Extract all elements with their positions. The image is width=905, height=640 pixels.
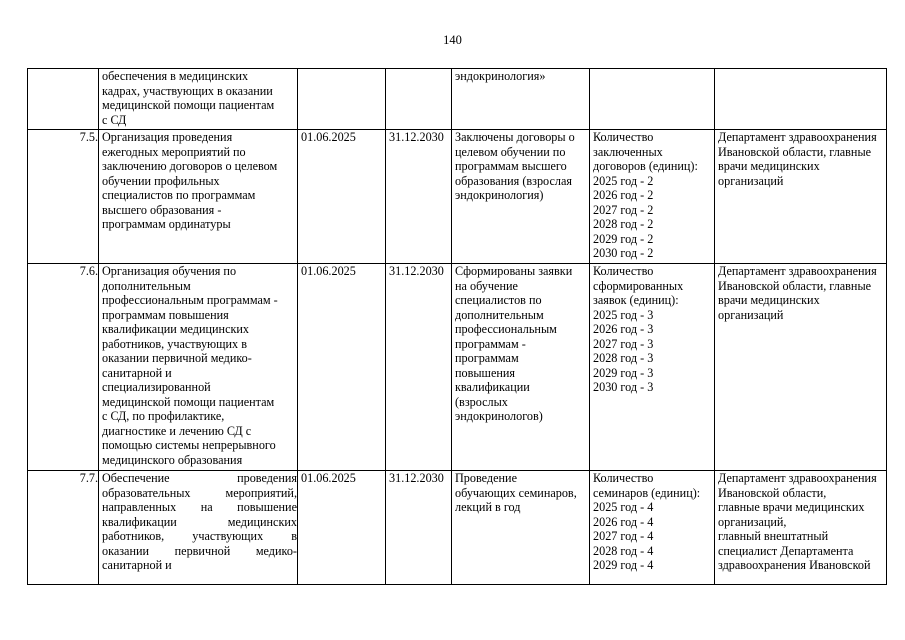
start-date: 01.06.2025 (298, 471, 386, 585)
indicator-line: сформированных (593, 278, 684, 293)
indicator-line: Количество (593, 471, 654, 485)
indicator-line: 2029 год - 3 (593, 365, 654, 380)
activity-line: специалистов по программам (102, 188, 256, 202)
result-line: эндокринология) (455, 188, 544, 202)
responsible-cell (715, 471, 887, 585)
result-line: эндокринология» (455, 69, 546, 83)
activity-line: ежегодных мероприятий по (102, 144, 246, 159)
activity-line: обеспечения в медицинских (102, 69, 249, 83)
result-cell (452, 471, 590, 585)
activity-line: санитарной и (102, 558, 172, 572)
indicator-line: семинаров (единиц): (593, 485, 701, 500)
result-line: лекций в год (455, 500, 521, 514)
responsible-line: главные врачи медицинских (718, 500, 865, 514)
responsible-line: Ивановской области, главные (718, 278, 872, 293)
start-date (298, 69, 386, 130)
item-number: 7.6. (28, 264, 99, 471)
end-date: 31.12.2030 (386, 471, 452, 585)
item-number: 7.5. (28, 130, 99, 264)
table-row (28, 264, 887, 471)
indicator-line: 2028 год - 4 (593, 543, 654, 558)
indicator-line: 2025 год - 2 (593, 173, 654, 188)
responsible-line: организаций (718, 307, 784, 322)
table-row (28, 130, 887, 264)
activity-line: профессиональным программам - (102, 293, 278, 307)
activity-line: направленных на повышение (102, 500, 297, 514)
result-line: повышения (455, 365, 516, 380)
activity-line: оказании первичной медико- (102, 543, 297, 558)
result-line: Сформированы заявки (455, 264, 573, 278)
end-date: 31.12.2030 (386, 130, 452, 264)
responsible-line: здравоохранения Ивановской (718, 558, 871, 572)
responsible-line: врачи медицинских (718, 159, 820, 173)
result-line: квалификации (455, 380, 530, 394)
start-date: 01.06.2025 (298, 130, 386, 264)
indicator-line: 2030 год - 2 (593, 246, 654, 260)
responsible-line: Ивановской области, (718, 485, 827, 500)
activity-line: высшего образования - (102, 202, 222, 217)
indicator-cell (590, 69, 715, 130)
result-line: на обучение (455, 278, 518, 293)
responsible-cell (715, 264, 887, 471)
activity-cell (99, 471, 298, 585)
activity-line: с СД (102, 112, 127, 127)
activity-line: кадрах, участвующих в оказании (102, 83, 273, 98)
indicator-line: 2025 год - 3 (593, 307, 654, 322)
activity-line: диагностике и лечению СД с (102, 423, 252, 438)
result-line: программам - (455, 336, 526, 351)
responsible-line: Департамент здравоохранения (718, 471, 877, 485)
activity-line: квалификации медицинских (102, 514, 297, 529)
indicator-cell (590, 264, 715, 471)
item-number: 7.7. (28, 471, 99, 585)
activity-cell (99, 69, 298, 130)
activity-line: медицинской помощи пациентам (102, 98, 275, 112)
activity-line: работников, участвующих в (102, 529, 297, 543)
result-line: профессиональным (455, 322, 557, 336)
indicator-line: 2027 год - 4 (593, 529, 654, 543)
activity-line: с СД, по профилактике, (102, 409, 225, 423)
activity-line: образовательных мероприятий, (102, 485, 297, 500)
indicator-line: 2029 год - 2 (593, 231, 654, 246)
responsible-line: Ивановской области, главные (718, 144, 872, 159)
result-line: дополнительным (455, 307, 544, 322)
end-date (386, 69, 452, 130)
indicator-line: 2029 год - 4 (593, 558, 654, 572)
result-line: целевом обучении по (455, 144, 566, 159)
page-number: 140 (443, 33, 462, 47)
activity-line: Обеспечение проведения (102, 471, 297, 485)
responsible-line: специалист Департамента (718, 543, 854, 558)
responsible-cell (715, 130, 887, 264)
result-line: (взрослых (455, 394, 508, 409)
indicator-line: 2027 год - 2 (593, 202, 654, 217)
indicator-line: 2026 год - 3 (593, 322, 654, 336)
result-line: программам высшего (455, 159, 567, 173)
responsible-line: организаций (718, 173, 784, 188)
activity-line: программам ординатуры (102, 217, 231, 231)
result-cell (452, 69, 590, 130)
indicator-line: 2026 год - 4 (593, 514, 654, 529)
indicator-line: 2026 год - 2 (593, 188, 654, 202)
indicator-cell (590, 130, 715, 264)
result-line: обучающих семинаров, (455, 485, 577, 500)
responsible-line: главный внештатный (718, 529, 829, 543)
start-date: 01.06.2025 (298, 264, 386, 471)
result-line: специалистов по (455, 293, 542, 307)
activity-line: санитарной и (102, 365, 172, 380)
responsible-line: врачи медицинских (718, 293, 820, 307)
result-line: Проведение (455, 471, 517, 485)
indicator-line: Количество (593, 264, 654, 278)
activity-line: квалификации медицинских (102, 322, 250, 336)
activity-line: Организация обучения по (102, 264, 237, 278)
indicator-line: 2030 год - 3 (593, 380, 654, 394)
activity-line: специализированной (102, 380, 211, 394)
plan-table (27, 68, 887, 585)
activity-line: Организация проведения (102, 130, 233, 144)
result-cell (452, 130, 590, 264)
indicator-line: 2028 год - 3 (593, 351, 654, 365)
activity-line: заключению договоров о целевом (102, 159, 278, 173)
indicator-cell (590, 471, 715, 585)
indicator-line: 2027 год - 3 (593, 336, 654, 351)
activity-cell (99, 264, 298, 471)
responsible-line: Департамент здравоохранения (718, 264, 877, 278)
indicator-line: 2025 год - 4 (593, 500, 654, 514)
indicator-line: договоров (единиц): (593, 159, 698, 173)
result-cell (452, 264, 590, 471)
responsible-line: организаций, (718, 514, 787, 529)
responsible-line: Департамент здравоохранения (718, 130, 877, 144)
activity-line: оказании первичной медико- (102, 351, 252, 365)
indicator-line: Количество (593, 130, 654, 144)
item-number (28, 69, 99, 130)
activity-line: медицинской помощи пациентам (102, 394, 275, 409)
indicator-line: 2028 год - 2 (593, 217, 654, 231)
result-line: эндокринологов) (455, 409, 543, 423)
activity-cell (99, 130, 298, 264)
indicator-line: заявок (единиц): (593, 293, 679, 307)
activity-line: медицинского образования (102, 452, 243, 467)
result-line: образования (взрослая (455, 173, 572, 188)
table-row (28, 471, 887, 585)
end-date: 31.12.2030 (386, 264, 452, 471)
result-line: Заключены договоры о (455, 130, 575, 144)
activity-line: программам повышения (102, 307, 229, 322)
responsible-cell (715, 69, 887, 130)
activity-line: дополнительным (102, 278, 191, 293)
indicator-line: заключенных (593, 144, 663, 159)
activity-line: работников, участвующих в (102, 336, 247, 351)
activity-line: помощью системы непрерывного (102, 438, 276, 452)
activity-line: обучении профильных (102, 173, 220, 188)
table-row (28, 69, 887, 130)
result-line: программам (455, 351, 519, 365)
